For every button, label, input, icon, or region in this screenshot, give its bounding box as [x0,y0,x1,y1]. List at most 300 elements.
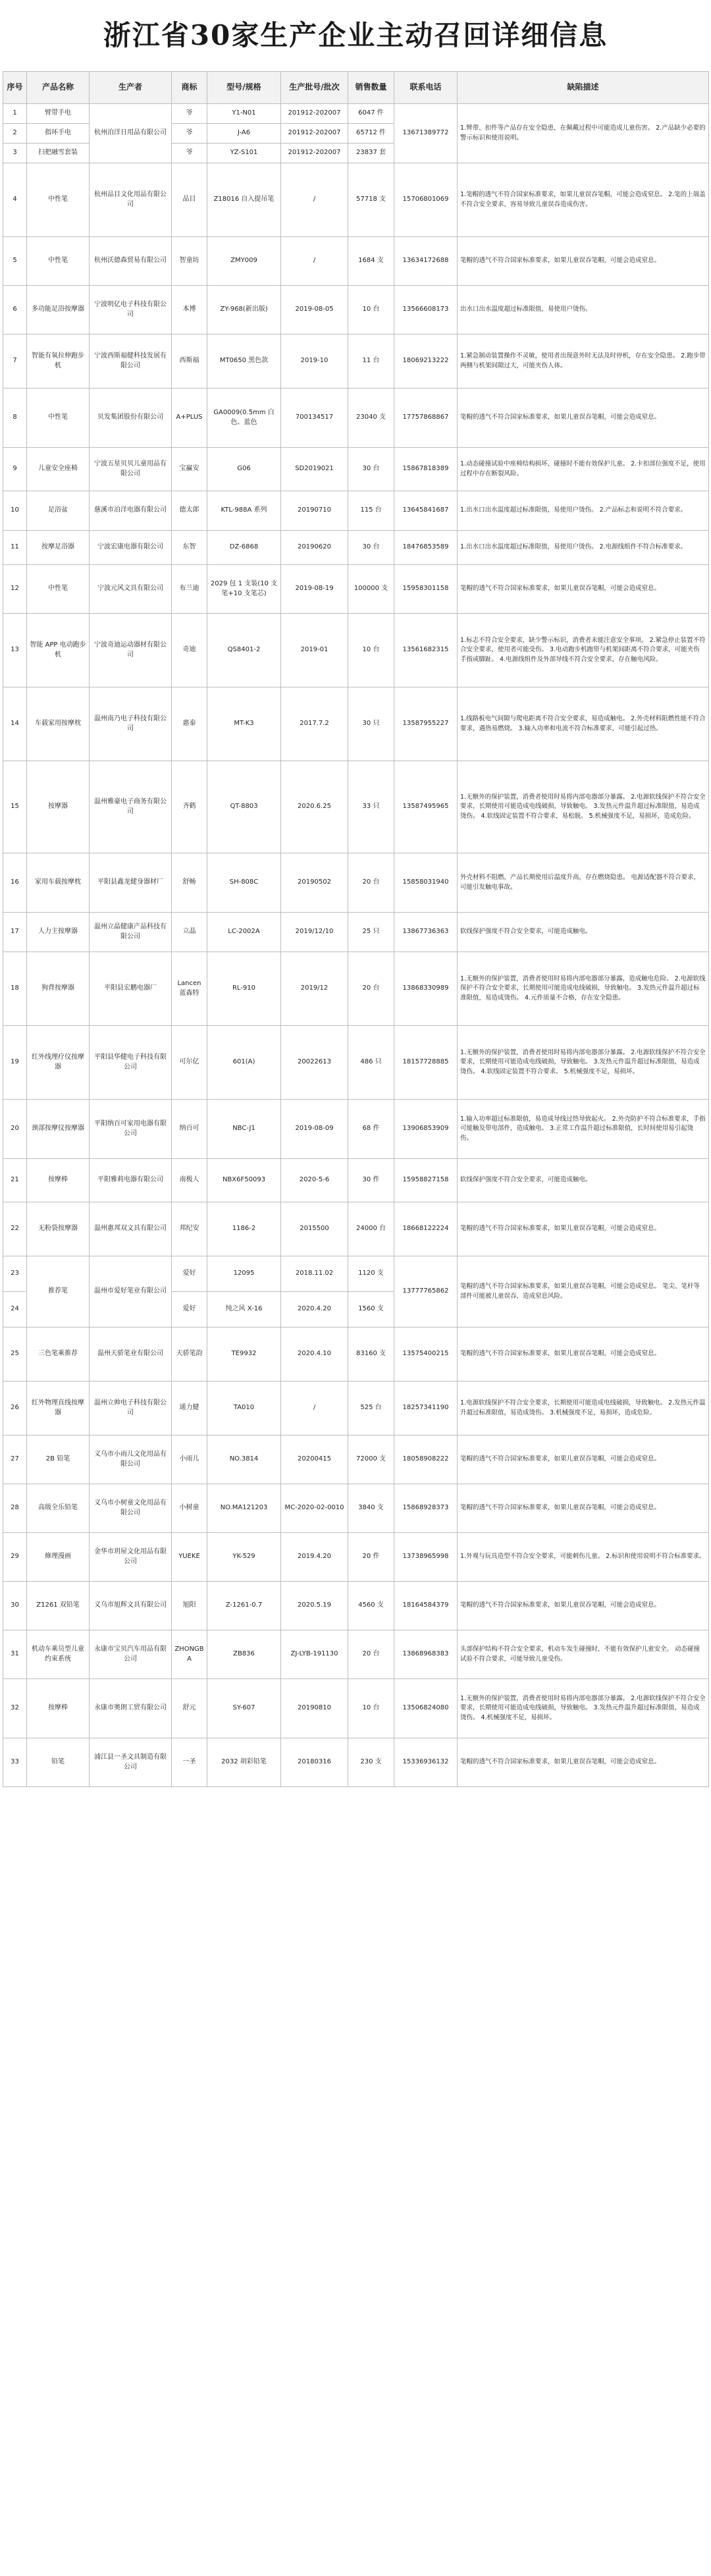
cell-brand: 西斯福 [172,335,207,389]
cell-no: 33 [3,1738,27,1787]
cell-model: 2029 包 1 支装(10 支笔+10 支笔芯) [207,565,281,614]
cell-producer: 贝发集团股份有限公司 [90,389,172,448]
cell-model: YZ-S101 [207,144,281,163]
cell-no: 7 [3,335,27,389]
cell-product: 无粉袋按摩器 [27,1202,90,1256]
cell-product: 足浴盆 [27,491,90,531]
cell-model: QS8401-2 [207,614,281,687]
cell-phone: 15336936132 [394,1738,458,1787]
cell-producer: 杭州品目文化用品有限公司 [90,163,172,237]
cell-defect: 1.输入功率超过标准限值，易造成导线过热导致起火。 2.外壳防护不符合标准要求，手指可能触及带电部件，造成触电。 3.正常工作温升超过标准限值，长时间使用易引起烫伤。 [458,1100,709,1159]
cell-brand: Lancen 蓝森特 [172,952,207,1026]
cell-product: 中性笔 [27,389,90,448]
cell-product: 按摩器 [27,761,90,853]
cell-producer: 平阳雅莉电器有限公司 [90,1159,172,1202]
cell-product: 狗背按摩器 [27,952,90,1026]
cell-model: Z-1261-0.7 [207,1582,281,1630]
cell-brand: 舒畅 [172,853,207,913]
cell-qty: 83160 支 [348,1328,394,1382]
cell-product: 家用车载按摩枕 [27,853,90,913]
cell-phone: 18476853589 [394,531,458,565]
cell-phone: 15867818389 [394,448,458,491]
table-row [3,761,709,853]
cell-model: ZB836 [207,1630,281,1679]
cell-product: Z1261 双铅笔 [27,1582,90,1630]
cell-model: MT0650 黑色款 [207,335,281,389]
cell-phone: 13906853909 [394,1100,458,1159]
cell-defect: 笔帽的透气不符合国家标准要求，如果儿童误吞笔帽，可能会造成窒息。 [458,1202,709,1256]
cell-no: 6 [3,286,27,335]
cell-brand: 可尔亿 [172,1026,207,1100]
cell-producer: 平阳县华健电子科技有限公司 [90,1026,172,1100]
cell-no: 21 [3,1159,27,1202]
cell-product: 红外线理疗仪按摩器 [27,1026,90,1100]
cell-defect: 外壳材料不阻燃，产品长期使用后温度升高，存在燃烧隐患。 电源适配器不符合要求，可能引发触电事故。 [458,853,709,913]
cell-phone: 18058908222 [394,1436,458,1484]
column-header: 生产者 [90,72,172,104]
cell-model: SY-607 [207,1679,281,1738]
column-header: 缺陷描述 [458,72,709,104]
cell-batch: 2019-08-09 [281,1100,348,1159]
cell-producer: 宁波五星贝贝儿童用品有限公司 [90,448,172,491]
column-header: 序号 [3,72,27,104]
cell-producer: 宁波西斯福健科技发展有限公司 [90,335,172,389]
cell-producer: 永康市奥朗工贸有限公司 [90,1679,172,1738]
cell-phone: 15858031940 [394,853,458,913]
cell-product: 高级全乐铅笔 [27,1484,90,1533]
cell-batch: 2019-10 [281,335,348,389]
table-body [3,104,709,1787]
page-title: 浙江省30家生产企业主动召回详细信息 [103,19,608,51]
cell-model: TE9932 [207,1328,281,1382]
cell-batch: ZJ-LYB-191130 [281,1630,348,1679]
table-row [3,531,709,565]
cell-qty: 72000 支 [348,1436,394,1484]
cell-model: TA010 [207,1382,281,1436]
cell-producer: 宁波宏康电器有限公司 [90,531,172,565]
cell-producer: 温州立晶健康产品科技有限公司 [90,913,172,952]
cell-model: 12095 [207,1256,281,1292]
table-row [3,1382,709,1436]
table-row [3,163,709,237]
cell-batch: 2019-08-05 [281,286,348,335]
column-header: 型号/规格 [207,72,281,104]
column-header: 产品名称 [27,72,90,104]
table-row [3,687,709,761]
cell-producer: 平阳县鑫龙健身器材厂 [90,853,172,913]
cell-product: 按摩棒 [27,1679,90,1738]
cell-brand: 邦纪安 [172,1202,207,1256]
cell-phone: 13566608173 [394,286,458,335]
cell-phone: 13587955227 [394,687,458,761]
cell-brand: 布兰迪 [172,565,207,614]
cell-model: NO.MA121203 [207,1484,281,1533]
cell-phone: 18157728885 [394,1026,458,1100]
cell-batch: 2020.4.10 [281,1328,348,1382]
cell-brand: 爷 [172,144,207,163]
table-row [3,1533,709,1582]
cell-batch: SD2019021 [281,448,348,491]
cell-model: GA0009(0.5mm 白色、蓝色 [207,389,281,448]
table-row [3,237,709,286]
cell-batch: 2019.4.20 [281,1533,348,1582]
cell-qty: 57718 支 [348,163,394,237]
cell-brand: 齐鹤 [172,761,207,853]
cell-phone: 18164584379 [394,1582,458,1630]
cell-model: ZY-968(新出版) [207,286,281,335]
cell-qty: 10 台 [348,614,394,687]
cell-no: 2 [3,124,27,144]
cell-defect: 1.出水口出水温度超过标准限值，易使用户烫伤。 2.产品标志和说明不符合要求。 [458,491,709,531]
cell-producer: 温州雅豪电子商务有限公司 [90,761,172,853]
cell-producer: 温州惠邦双文具有限公司 [90,1202,172,1256]
table-row [3,1100,709,1159]
cell-phone: 15868928373 [394,1484,458,1533]
cell-no: 9 [3,448,27,491]
cell-brand: 天骄笔韵 [172,1328,207,1382]
cell-no: 24 [3,1292,27,1328]
cell-qty: 10 台 [348,1679,394,1738]
cell-product: 智能 APP 电动跑步机 [27,614,90,687]
cell-qty: 100000 支 [348,565,394,614]
cell-batch: 20180316 [281,1738,348,1787]
cell-qty: 230 支 [348,1738,394,1787]
cell-no: 19 [3,1026,27,1100]
cell-phone: 13645841687 [394,491,458,531]
column-header: 生产批号/批次 [281,72,348,104]
cell-brand: 通力健 [172,1382,207,1436]
cell-no: 30 [3,1582,27,1630]
cell-producer: 金华市玥屋文化用品有限公司 [90,1533,172,1582]
cell-phone: 13561682315 [394,614,458,687]
cell-batch: / [281,1382,348,1436]
cell-defect: 笔帽的透气不符合国家标准要求，如果儿童误吞笔帽，可能会造成窒息。 [458,1328,709,1382]
cell-qty: 25 只 [348,913,394,952]
cell-no: 1 [3,104,27,124]
cell-brand: 爷 [172,104,207,124]
cell-producer: 温州天骄笔业有限公司 [90,1328,172,1382]
cell-qty: 525 台 [348,1382,394,1436]
cell-model: ZMY009 [207,237,281,286]
cell-brand: 小树童 [172,1484,207,1533]
cell-batch: 201912-202007 [281,104,348,124]
cell-brand: 奇迪 [172,614,207,687]
cell-phone: 15958827158 [394,1159,458,1202]
cell-no: 5 [3,237,27,286]
cell-batch: 20200415 [281,1436,348,1484]
cell-brand: 智童坊 [172,237,207,286]
cell-batch: 2019-01 [281,614,348,687]
cell-product: 扫把融雪套装 [27,144,90,163]
cell-product: 颈部按摩仪按摩器 [27,1100,90,1159]
table-row [3,491,709,531]
cell-phone: 13575400215 [394,1328,458,1382]
cell-phone: 18668122224 [394,1202,458,1256]
cell-qty: 30 只 [348,687,394,761]
cell-qty: 23837 套 [348,144,394,163]
cell-batch: 20022613 [281,1026,348,1100]
cell-product: 车载家用按摩枕 [27,687,90,761]
cell-producer: 平阳县宏鹏电器厂 [90,952,172,1026]
cell-producer: 平阳纳百可家用电器有限公司 [90,1100,172,1159]
cell-brand: ZHONGBA [172,1630,207,1679]
table-row [3,614,709,687]
cell-qty: 33 只 [348,761,394,853]
cell-phone: 15706801069 [394,163,458,237]
cell-phone: 13867736363 [394,913,458,952]
cell-brand: 小雨儿 [172,1436,207,1484]
cell-producer: 宁波奇迪运动器材有限公司 [90,614,172,687]
cell-defect: 1.笔帽的透气不符合国家标准要求，如果儿童误吞笔帽，可能会造成窒息。 2.笔的上端盖不符合安全要求，容易导致儿童误吞造成伤害。 [458,163,709,237]
cell-no: 32 [3,1679,27,1738]
table-row [3,952,709,1026]
cell-batch: 2020-5-6 [281,1159,348,1202]
cell-defect: 1.无额外的保护装置，消费者使用时易将内部电器部分暴露。 2.电源软线保护不符合安全要求，长期使用可能造成电线破损，导致触电。 3.发热元件温升超过标准限值，易造成烫伤。 4.机械强度不足，易损坏。 [458,1679,709,1738]
cell-model: RL-910 [207,952,281,1026]
cell-product: 按摩棒 [27,1159,90,1202]
cell-phone: 13777765862 [394,1256,458,1328]
cell-no: 3 [3,144,27,163]
cell-no: 26 [3,1382,27,1436]
cell-qty: 20 台 [348,853,394,913]
cell-no: 28 [3,1484,27,1533]
cell-no: 31 [3,1630,27,1679]
cell-no: 14 [3,687,27,761]
cell-phone: 18069213222 [394,335,458,389]
cell-product: 铅笔 [27,1738,90,1787]
cell-model: 601(A) [207,1026,281,1100]
cell-no: 29 [3,1533,27,1582]
cell-model: 1186-2 [207,1202,281,1256]
table-row [3,1026,709,1100]
recall-table [3,71,709,1787]
cell-model: QT-8803 [207,761,281,853]
cell-batch: 2020.4.20 [281,1292,348,1328]
cell-producer: 宁波元风文具有限公司 [90,565,172,614]
cell-brand: 惠泰 [172,687,207,761]
cell-product: 儿童安全座椅 [27,448,90,491]
cell-batch: 20190710 [281,491,348,531]
cell-qty: 23040 支 [348,389,394,448]
cell-producer: 杭州泊洋日用品有限公司 [90,104,172,163]
table-row [3,565,709,614]
table-row [3,1738,709,1787]
cell-model: 纯之风 X-16 [207,1292,281,1328]
cell-brand: 纳百可 [172,1100,207,1159]
cell-phone: 17757868867 [394,389,458,448]
cell-phone: 13587495965 [394,761,458,853]
cell-qty: 1684 支 [348,237,394,286]
cell-batch: 20190502 [281,853,348,913]
table-row [3,104,709,124]
cell-batch: 700134517 [281,389,348,448]
cell-qty: 1120 支 [348,1256,394,1292]
cell-defect: 1.臂带、扣件等产品存在安全隐患，在佩戴过程中可能造成儿童伤害。 2.产品缺少必要的警示标识和使用说明。 [458,104,709,163]
cell-no: 15 [3,761,27,853]
cell-no: 4 [3,163,27,237]
cell-qty: 20 件 [348,1533,394,1582]
cell-no: 22 [3,1202,27,1256]
cell-defect: 软线保护强度不符合安全要求，可能造成触电。 [458,913,709,952]
cell-defect: 1.无额外的保护装置，消费者使用时易将内部电器部分暴露。 2.电源软线保护不符合安全要求，长期使用可能造成电线破损，导致触电。 3.发热元件温升超过标准限值，易造成烫伤。 4.软线固定装置不符合要求。 5.机械强度不足，易损坏。 [458,1026,709,1100]
cell-defect: 笔帽的透气不符合国家标准要求，如果儿童误吞笔帽，可能会造成窒息。 笔尖、笔杆等部件可能被儿童误吞，造成窒息风险。 [458,1256,709,1328]
cell-phone: 15958301158 [394,565,458,614]
cell-product: 红外物理直线按摩器 [27,1382,90,1436]
cell-defect: 笔帽的透气不符合国家标准要求，如果儿童误吞笔帽，可能会造成窒息。 [458,1484,709,1533]
cell-defect: 1.无额外的保护装置，消费者使用时易将内部电器部分暴露。 2.电源软线保护不符合安全要求，长期使用可能造成电线破损，导致触电。 3.发热元件温升超过标准限值，易造成烫伤。 4.软线固定装置不符合要求，易松脱。 5.机械强度不足，易损坏，造成危险。 [458,761,709,853]
cell-batch: 2019/12/10 [281,913,348,952]
cell-defect: 出水口出水温度超过标准限值，易使用户烫伤。 [458,286,709,335]
cell-batch: 2019-08-19 [281,565,348,614]
cell-batch: 2015500 [281,1202,348,1256]
table-row [3,1159,709,1202]
cell-phone: 13738965998 [394,1533,458,1582]
cell-defect: 1.标志不符合安全要求，缺少警示标识，消费者未能注意安全事项。 2.紧急停止装置不符合安全要求，使用者可能受伤。 3.电动跑步机跑带与机架间距离不符合要求，可能夹伤手指或脚趾。 4.电源线组件及外部导线不符合安全要求，存在触电风险。 [458,614,709,687]
table-row [3,1484,709,1533]
table-row [3,448,709,491]
cell-batch: 201912-202007 [281,124,348,144]
column-header: 销售数量 [348,72,394,104]
cell-qty: 30 件 [348,1159,394,1202]
cell-batch: 201912-202007 [281,144,348,163]
cell-qty: 115 台 [348,491,394,531]
cell-no: 17 [3,913,27,952]
table-row [3,1582,709,1630]
cell-product: 2B 铅笔 [27,1436,90,1484]
cell-brand: 爱好 [172,1292,207,1328]
cell-no: 16 [3,853,27,913]
cell-qty: 6047 件 [348,104,394,124]
cell-batch: 2020.5.19 [281,1582,348,1630]
table-row [3,1256,709,1292]
table-row [3,389,709,448]
cell-batch: 20190810 [281,1679,348,1738]
cell-product: 智能有氧拉伸跑步机 [27,335,90,389]
cell-model: NBX6F50093 [207,1159,281,1202]
cell-no: 8 [3,389,27,448]
cell-qty: 30 台 [348,531,394,565]
cell-product: 机动车乘员型儿童约束系统 [27,1630,90,1679]
cell-no: 18 [3,952,27,1026]
cell-phone: 13671389772 [394,104,458,163]
cell-model: J-A6 [207,124,281,144]
cell-model: NO.3814 [207,1436,281,1484]
cell-defect: 笔帽的透气不符合国家标准要求，如果儿童误吞笔帽，可能会造成窒息。 [458,1582,709,1630]
cell-brand: 宝赢安 [172,448,207,491]
cell-defect: 笔帽的透气不符合国家标准要求，如果儿童误吞笔帽，可能会造成窒息。 [458,389,709,448]
table-row [3,1328,709,1382]
cell-producer: 温州立帅电子科技有限公司 [90,1382,172,1436]
cell-brand: 舒元 [172,1679,207,1738]
cell-batch: 2019/12 [281,952,348,1026]
cell-producer: 宁波明亿电子科技有限公司 [90,286,172,335]
cell-model: LC-2002A [207,913,281,952]
cell-batch: 2018.11.02 [281,1256,348,1292]
cell-defect: 1.外观与玩具造型不符合安全要求，可能刺伤儿童。 2.标识和使用说明不符合标准要求。 [458,1533,709,1582]
cell-brand: 旭阳 [172,1582,207,1630]
cell-batch: / [281,163,348,237]
cell-no: 20 [3,1100,27,1159]
cell-brand: 爱好 [172,1256,207,1292]
cell-producer: 温州市爱好笔业有限公司 [90,1256,172,1328]
cell-defect: 1.紧急制动装置操作不灵敏，使用者出现意外时无法及时停机，存在安全隐患。 2.跑步带两侧与机架间隙过大，可能夹伤人体。 [458,335,709,389]
cell-model: NBC-J1 [207,1100,281,1159]
cell-no: 10 [3,491,27,531]
cell-qty: 65712 件 [348,124,394,144]
cell-no: 23 [3,1256,27,1292]
cell-brand: A+PLUS [172,389,207,448]
table-row [3,1436,709,1484]
cell-product: 指环手电 [27,124,90,144]
cell-no: 25 [3,1328,27,1382]
cell-batch: 2017.7.2 [281,687,348,761]
cell-phone: 13868330989 [394,952,458,1026]
cell-qty: 30 台 [348,448,394,491]
cell-producer: 慈溪市泊洋电器有限公司 [90,491,172,531]
cell-producer: 义乌市小树童文化用品有限公司 [90,1484,172,1533]
cell-qty: 20 台 [348,1630,394,1679]
cell-model: YK-529 [207,1533,281,1582]
cell-product: 臂带手电 [27,104,90,124]
cell-product: 推荐笔 [27,1256,90,1328]
cell-phone: 18257341190 [394,1382,458,1436]
cell-no: 11 [3,531,27,565]
column-header: 商标 [172,72,207,104]
table-row [3,335,709,389]
cell-defect: 1.电源软线保护不符合安全要求，长期使用可能造成电线破损，导致触电。 2.发热元件温升超过标准限值，易造成烫伤。 3.机械强度不足，易损坏，造成危险。 [458,1382,709,1436]
cell-model: Y1-N01 [207,104,281,124]
cell-defect: 1.动态碰撞试验中座椅结构损坏，碰撞时不能有效保护儿童。 2.卡扣部位强度不足，使用过程中存在断裂风险。 [458,448,709,491]
cell-producer: 温州南乃电子科技有限公司 [90,687,172,761]
cell-defect: 1.无额外的保护装置，消费者使用时易将内部电器部分暴露，造成触电危险。 2.电源软线保护不符合安全要求，长期使用可能造成电线破损，导致触电。 3.发热元件温升超过标准限值，易造成烫伤。 4.元件质量不合格，存在安全隐患。 [458,952,709,1026]
cell-qty: 486 只 [348,1026,394,1100]
cell-product: 修理漫画 [27,1533,90,1582]
cell-defect: 软线保护强度不符合安全要求，可能造成触电。 [458,1159,709,1202]
cell-product: 三色笔乘推荐 [27,1328,90,1382]
cell-no: 12 [3,565,27,614]
cell-batch: 2020.6.25 [281,761,348,853]
cell-producer: 杭州沃德森贸易有限公司 [90,237,172,286]
cell-batch: MC-2020-02-0010 [281,1484,348,1533]
cell-product: 中性笔 [27,565,90,614]
table-row [3,913,709,952]
cell-qty: 20 台 [348,952,394,1026]
cell-producer: 义乌市小雨儿文化用品有限公司 [90,1436,172,1484]
cell-qty: 1560 支 [348,1292,394,1328]
cell-phone: 13634172688 [394,237,458,286]
table-row [3,853,709,913]
cell-defect: 笔帽的透气不符合国家标准要求，如果儿童误吞笔帽，可能会造成窒息。 [458,1738,709,1787]
cell-model: 2032 胡彩铅笔 [207,1738,281,1787]
cell-phone: 13868968383 [394,1630,458,1679]
cell-model: KTL-988A 系列 [207,491,281,531]
cell-brand: YUEKE [172,1533,207,1582]
table-row [3,1630,709,1679]
cell-qty: 68 件 [348,1100,394,1159]
cell-defect: 头部保护结构不符合安全要求，机动车发生碰撞时，不能有效保护儿童安全。 动态碰撞试验不符合要求，可能导致儿童受伤。 [458,1630,709,1679]
cell-brand: 南极人 [172,1159,207,1202]
cell-qty: 24000 台 [348,1202,394,1256]
cell-no: 13 [3,614,27,687]
cell-batch: 20190620 [281,531,348,565]
cell-model: MT-K3 [207,687,281,761]
cell-model: SH-808C [207,853,281,913]
cell-model: DZ-6868 [207,531,281,565]
cell-product: 人力主按摩器 [27,913,90,952]
cell-brand: 本博 [172,286,207,335]
cell-no: 27 [3,1436,27,1484]
cell-product: 中性笔 [27,237,90,286]
